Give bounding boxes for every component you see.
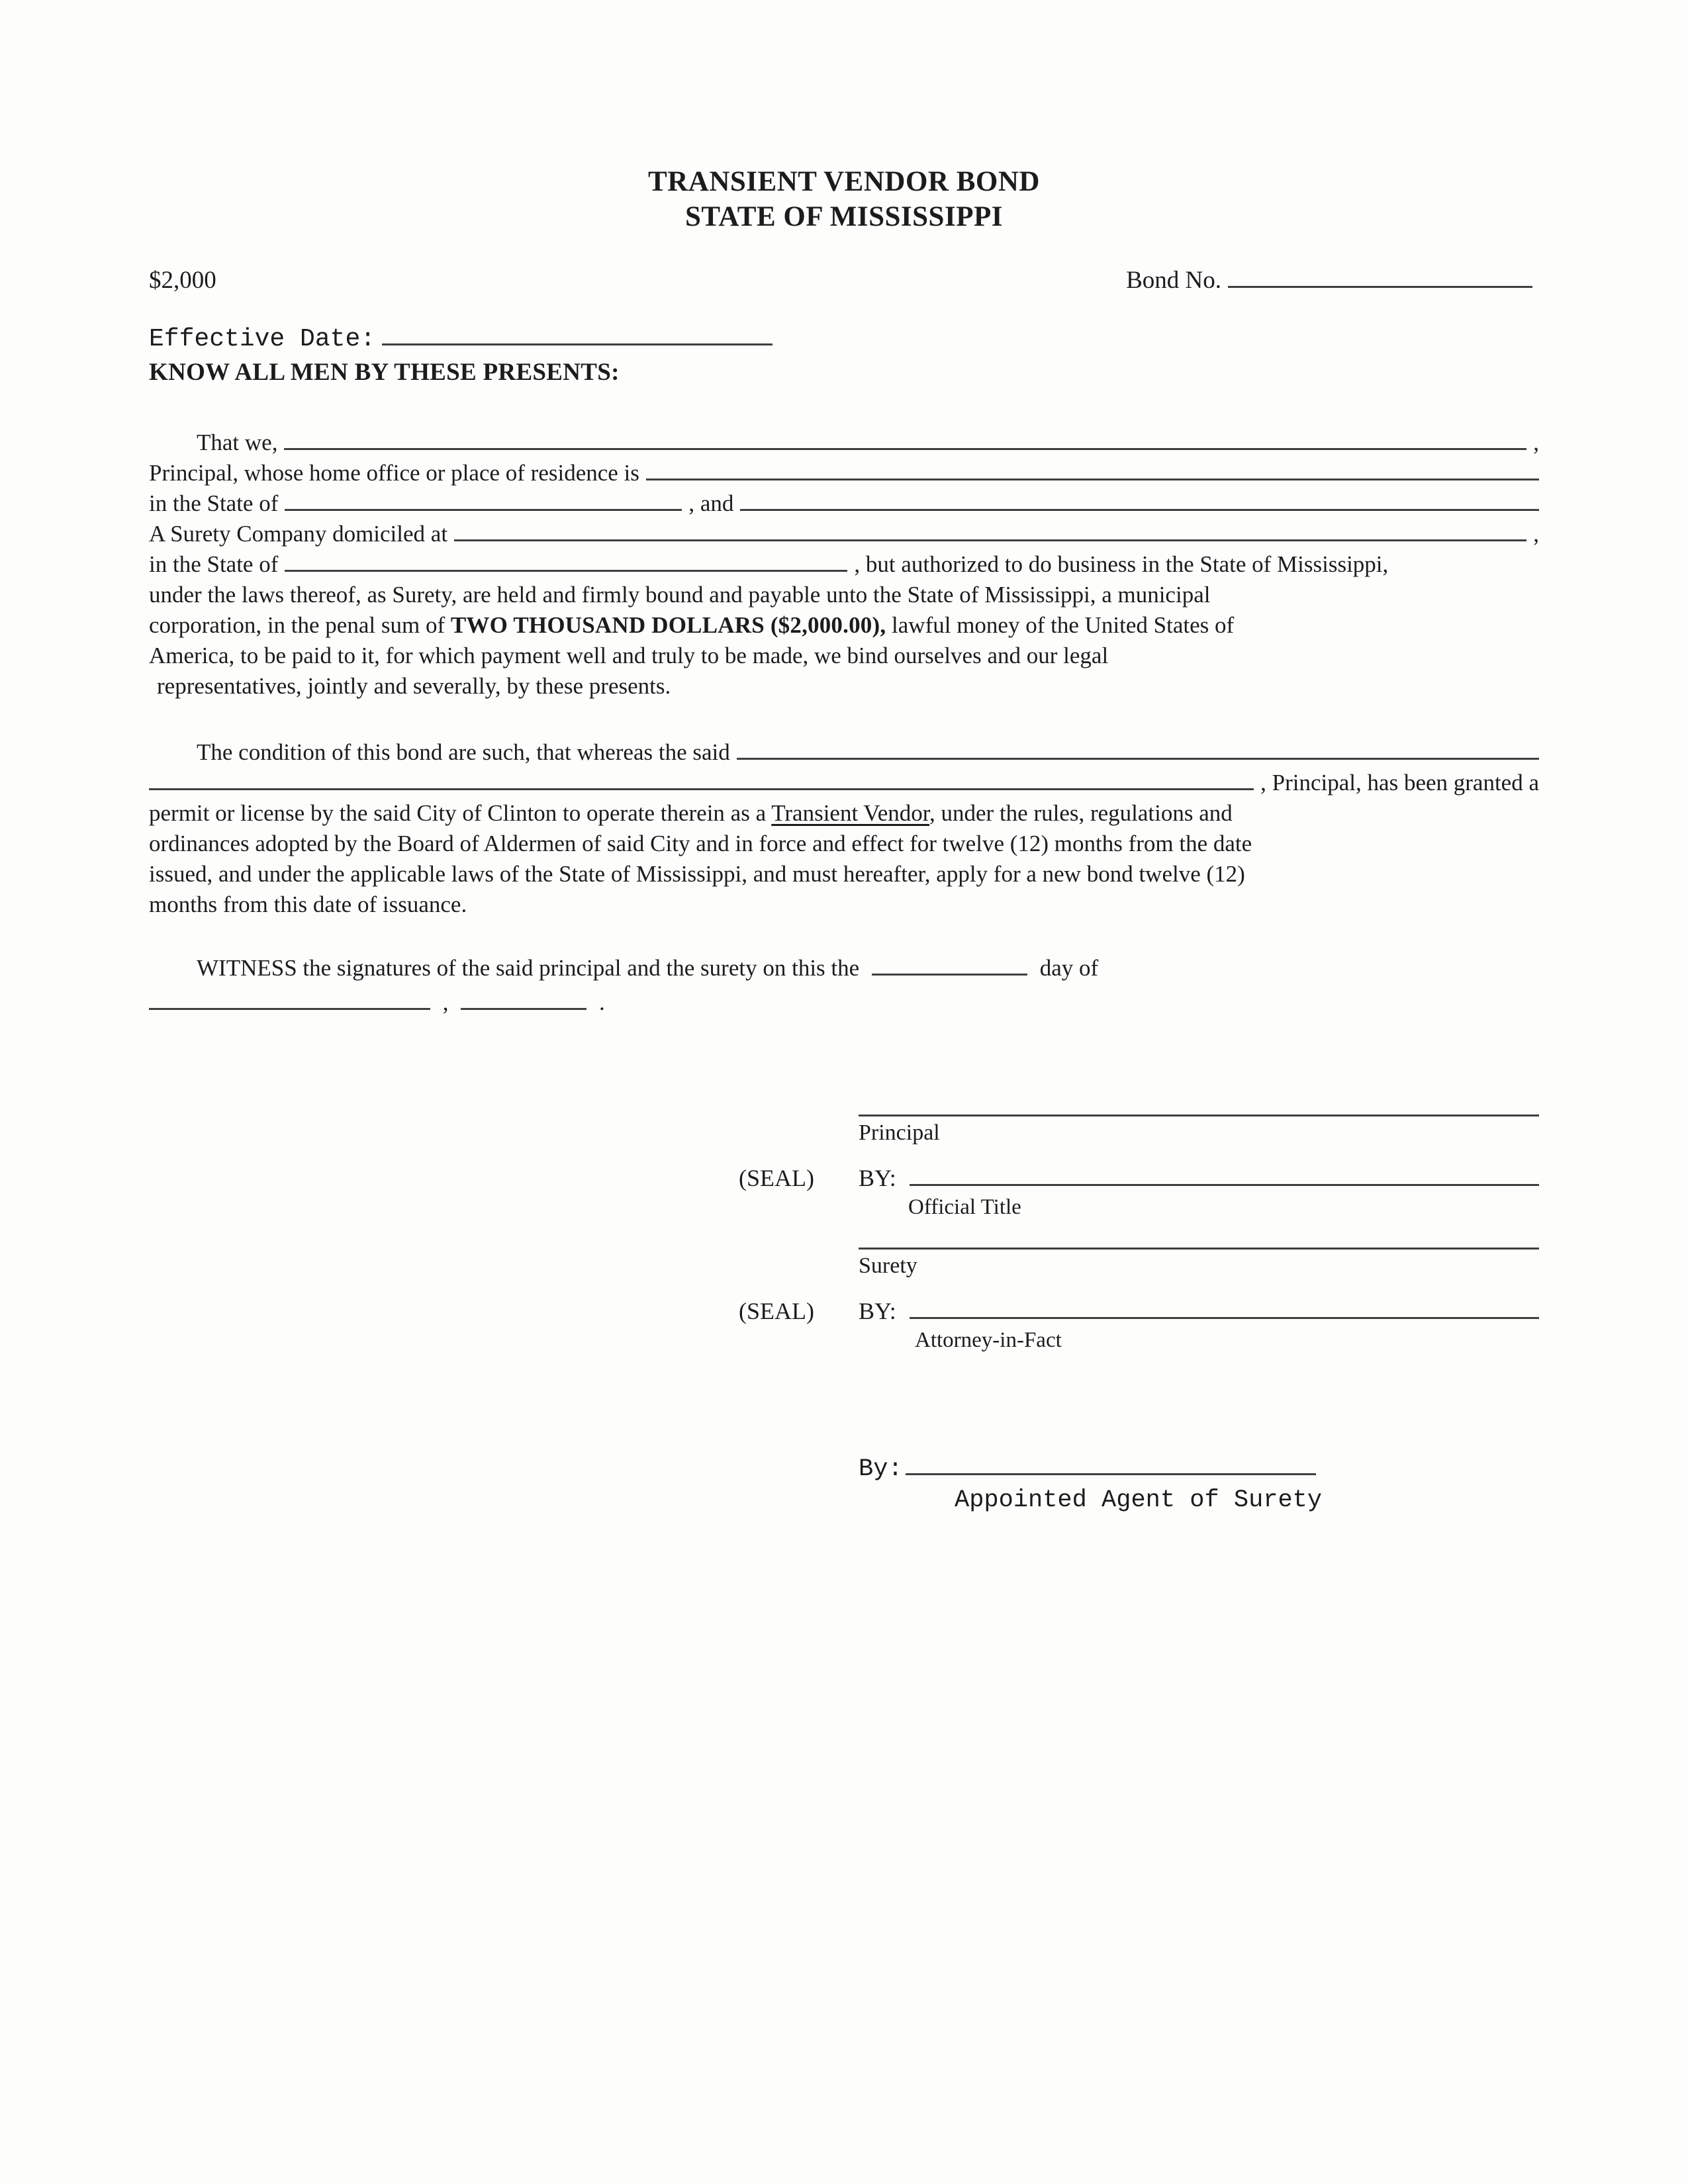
- said-principal-blank-1[interactable]: [737, 758, 1539, 760]
- p3-line-1: [149, 953, 1539, 983]
- signature-spacer: [859, 1221, 1539, 1248]
- bond-amount: $2,000: [149, 267, 216, 294]
- attorney-in-fact-caption: Attorney-in-Fact: [915, 1328, 1062, 1352]
- agent-by-label: By:: [859, 1455, 903, 1483]
- p1-l4-comma: ,: [1533, 521, 1539, 547]
- surety-by-row: [739, 1296, 1539, 1326]
- principal-by-label: BY:: [859, 1165, 896, 1191]
- p1-l7-text2: lawful money of the United States of: [892, 612, 1235, 638]
- year-blank[interactable]: [461, 1008, 586, 1010]
- p1-line-1: [149, 428, 1539, 458]
- p2-line-3: [149, 798, 1539, 829]
- agent-by-blank[interactable]: [906, 1473, 1316, 1475]
- seal-text-principal: (SEAL): [739, 1165, 814, 1191]
- p3-l2-comma: ,: [442, 989, 449, 1015]
- p2-line-1: [149, 737, 1539, 768]
- meta-row: [149, 266, 1539, 295]
- penal-sum-bold: TWO THOUSAND DOLLARS ($2,000.00),: [450, 612, 886, 638]
- principal-by-blank[interactable]: [910, 1184, 1539, 1186]
- bond-number-label: Bond No.: [1126, 267, 1221, 294]
- effective-date-row: [149, 325, 1539, 353]
- p1-l7-text1: corporation, in the penal sum of: [149, 612, 445, 638]
- p2-line-5: issued, and under the applicable laws of the State of Mississippi, and must hereafter, apply for a new bond twelve (12): [149, 861, 1245, 887]
- principal-name-blank[interactable]: [284, 448, 1526, 450]
- p1-line-8: America, to be paid to it, for which payment well and truly to be made, we bind ourselves and our legal: [149, 643, 1109, 668]
- title-line-2: STATE OF MISSISSIPPI: [685, 201, 1003, 232]
- document-title: [149, 164, 1539, 234]
- p1-line-5: [149, 549, 1539, 580]
- p1-line-9: representatives, jointly and severally, by these presents.: [157, 673, 671, 699]
- surety-label: Surety: [859, 1253, 917, 1278]
- transient-vendor-underlined: Transient Vendor: [771, 800, 929, 826]
- surety-state-blank[interactable]: [285, 570, 847, 572]
- seal-text-surety: (SEAL): [739, 1298, 814, 1324]
- p3-l2-period: .: [599, 989, 605, 1015]
- title-line-1: TRANSIENT VENDOR BOND: [648, 166, 1040, 197]
- p2-line-6: months from this date of issuance.: [149, 891, 467, 917]
- principal-by-row: [739, 1163, 1539, 1193]
- paragraph-witness: [149, 953, 1539, 1018]
- p2-l3-text1: permit or license by the said City of Clinton to operate therein as a: [149, 800, 767, 826]
- p1-line-3: [149, 488, 1539, 519]
- know-all-men-heading: KNOW ALL MEN BY THESE PRESENTS:: [149, 359, 620, 386]
- agent-by-row: [859, 1453, 1539, 1485]
- bond-number-blank[interactable]: [1228, 286, 1532, 288]
- p1-l4-text: A Surety Company domiciled at: [149, 521, 448, 547]
- principal-label: Principal: [859, 1120, 940, 1145]
- p2-l2-text: , Principal, has been granted a: [1260, 770, 1539, 796]
- effective-date-blank[interactable]: [382, 343, 773, 345]
- p1-l3-text2: , and: [688, 490, 734, 516]
- surety-by-label: BY:: [859, 1298, 896, 1324]
- p1-l5-text1: in the State of: [149, 551, 279, 577]
- effective-date-label: Effective Date:: [149, 325, 376, 353]
- p1-line-7: [149, 610, 1539, 641]
- p1-l1-comma: ,: [1533, 430, 1539, 455]
- p1-l2-text: Principal, whose home office or place of residence is: [149, 460, 639, 486]
- signature-column: [739, 1115, 1539, 1516]
- p1-l5-text2: , but authorized to do business in the State of Mississippi,: [854, 551, 1389, 577]
- p3-l1-text2: day of: [1039, 955, 1099, 981]
- p2-l3-text2: , under the rules, regulations and: [929, 800, 1233, 826]
- appointed-agent-caption: Appointed Agent of Surety: [955, 1486, 1323, 1514]
- official-title-caption: Official Title: [908, 1195, 1021, 1219]
- signature-section: [149, 1115, 1539, 1516]
- p1-line-2: [149, 458, 1539, 488]
- surety-by-blank[interactable]: [910, 1317, 1539, 1319]
- paragraph-condition: [149, 737, 1539, 920]
- p1-l1-text: That we,: [197, 430, 278, 455]
- surety-name-blank[interactable]: [740, 509, 1539, 511]
- p3-l1-text1: WITNESS the signatures of the said principal and the surety on this the: [197, 955, 860, 981]
- surety-domicile-blank[interactable]: [454, 539, 1526, 541]
- p1-l3-text1: in the State of: [149, 490, 279, 516]
- p3-line-2: [149, 987, 1539, 1018]
- paragraph-obligation: [149, 428, 1539, 702]
- said-principal-blank-2[interactable]: [149, 788, 1254, 790]
- p2-l1-text: The condition of this bond are such, that whereas the said: [197, 739, 730, 765]
- p1-line-4: [149, 519, 1539, 549]
- residence-blank[interactable]: [646, 478, 1539, 480]
- p2-line-4: ordinances adopted by the Board of Aldermen of said City and in force and effect for twelve (12) months from the date: [149, 831, 1252, 856]
- bond-number-group: [1126, 266, 1539, 295]
- month-blank[interactable]: [149, 1008, 430, 1010]
- p1-line-6: under the laws thereof, as Surety, are held and firmly bound and payable unto the State of Mississippi, a municipal: [149, 582, 1211, 608]
- p2-line-2: [149, 768, 1539, 798]
- residence-state-blank[interactable]: [285, 509, 682, 511]
- day-blank[interactable]: [872, 974, 1027, 976]
